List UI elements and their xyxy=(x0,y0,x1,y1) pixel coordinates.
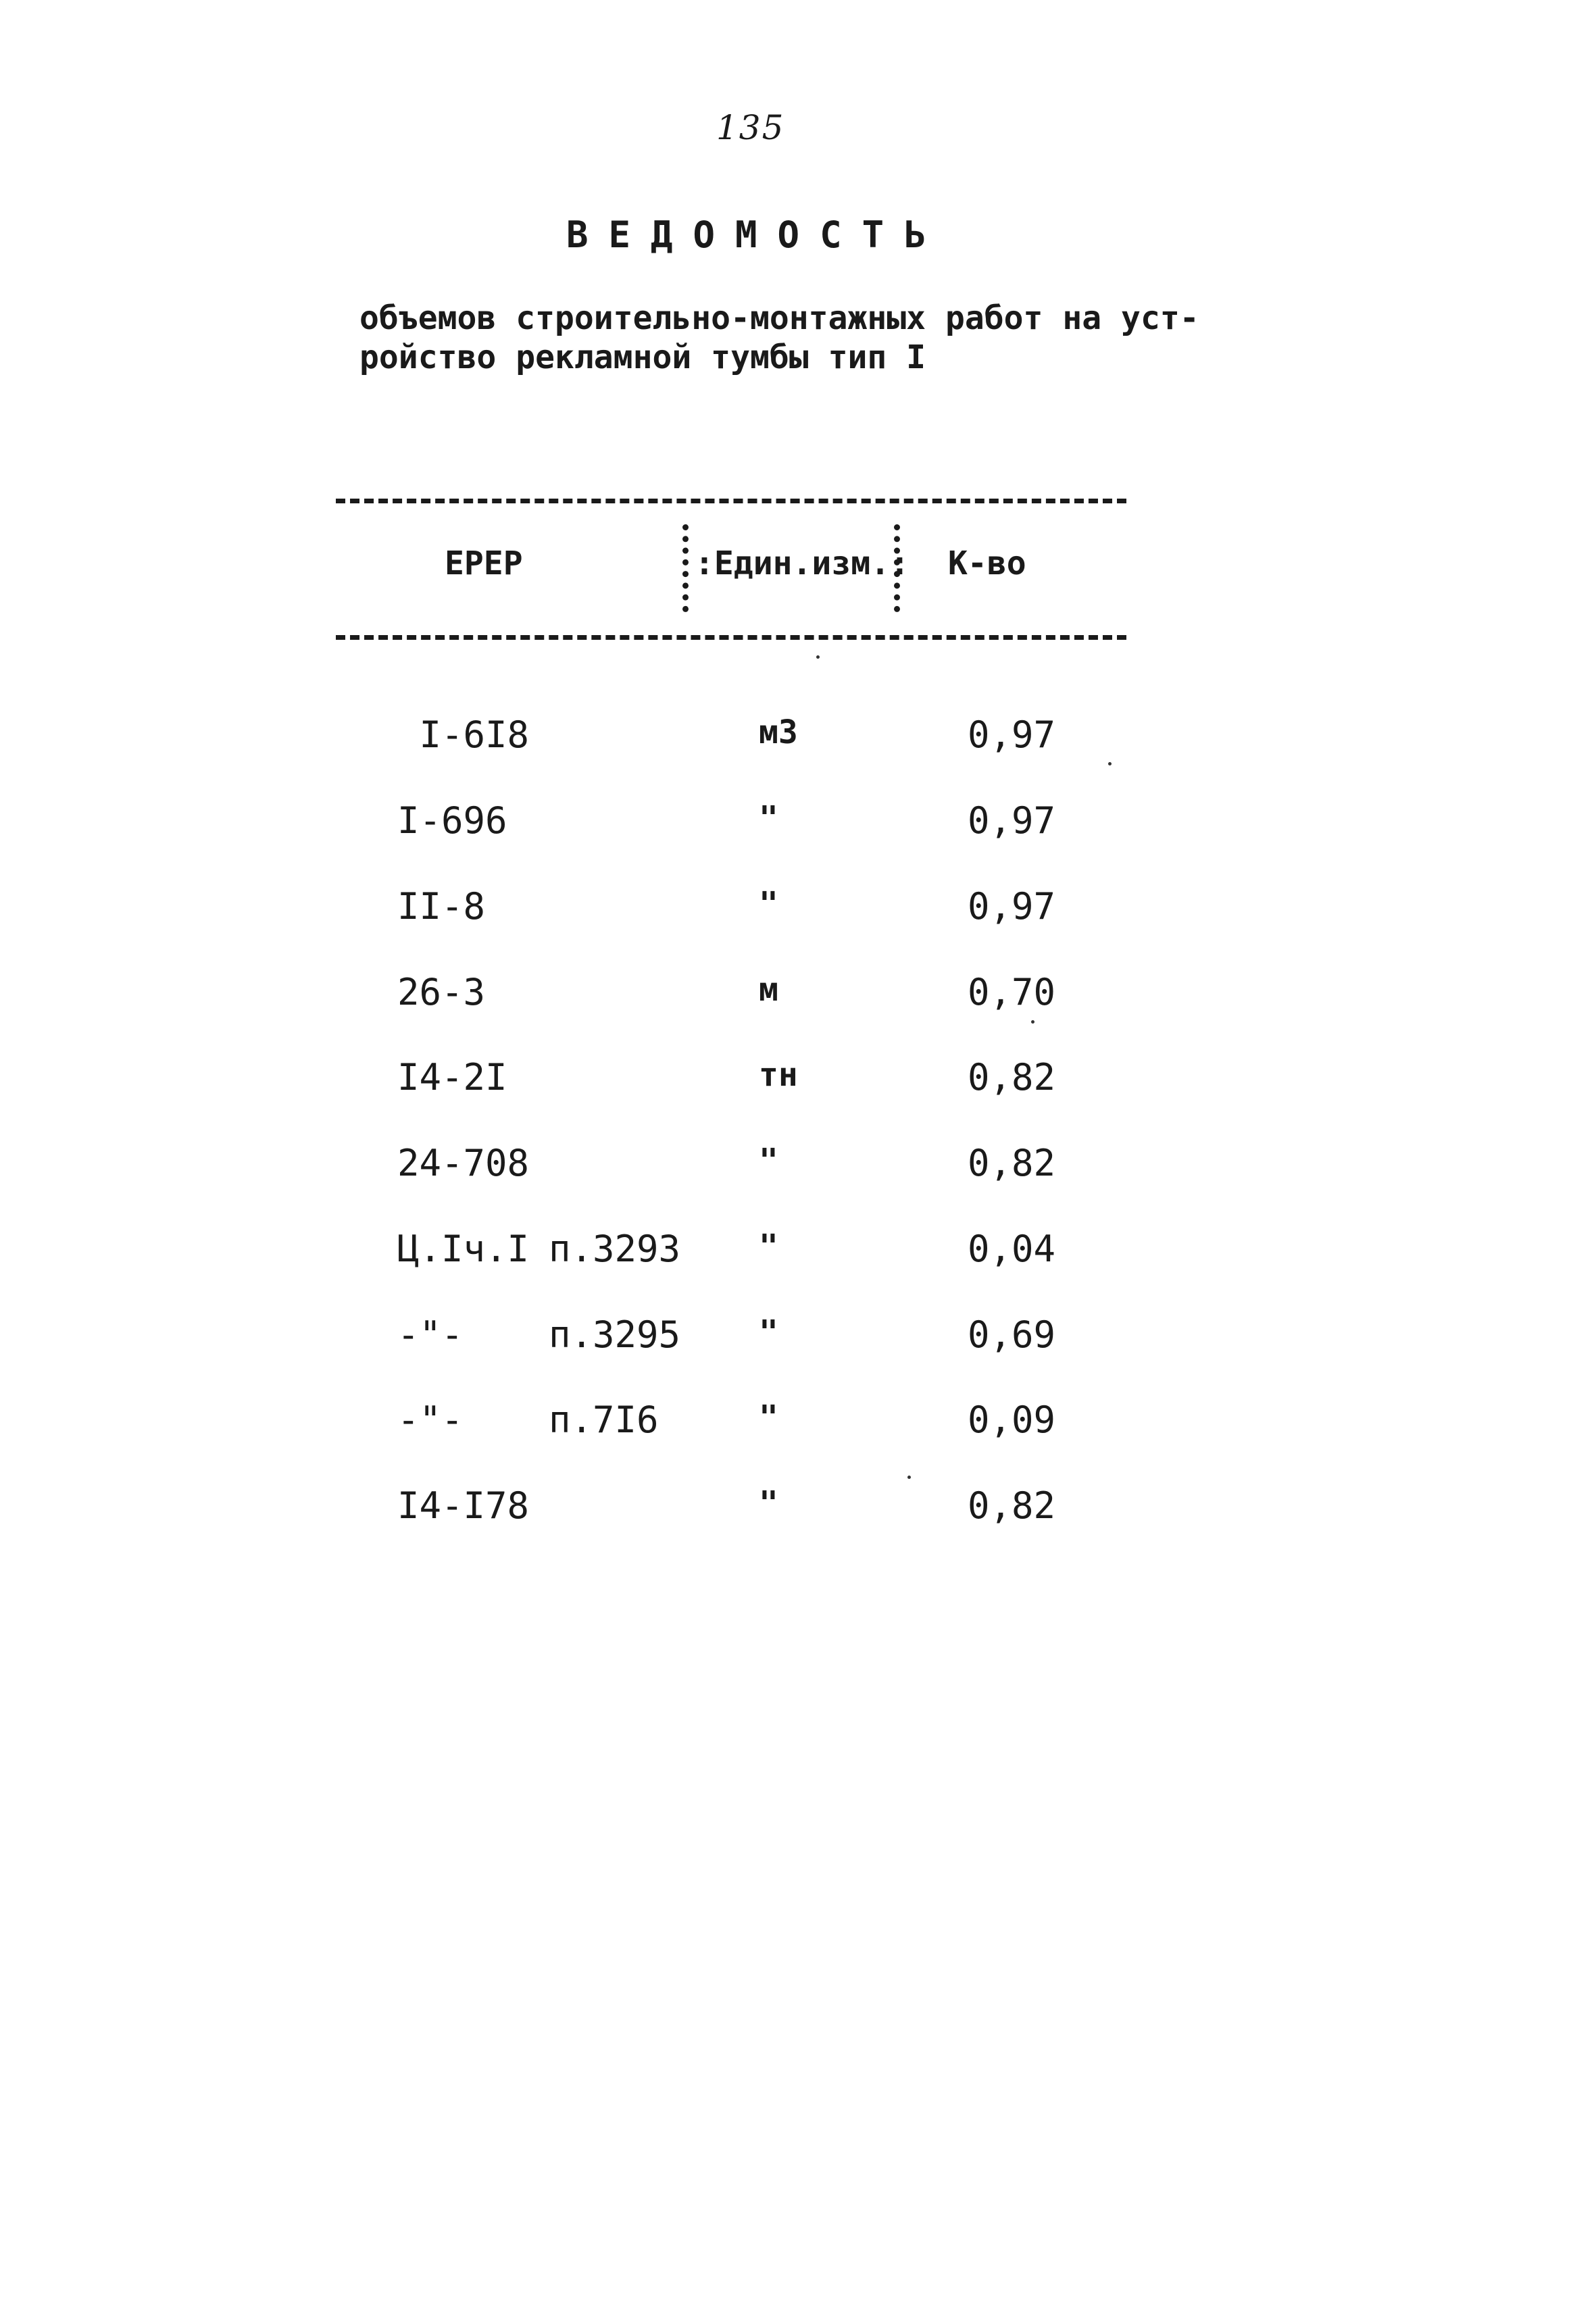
cell-reference: п.3293 xyxy=(549,1228,681,1270)
cell-unit: " xyxy=(759,1484,778,1522)
document-title: ВЕДОМОСТЬ xyxy=(566,213,947,256)
cell-code: Ц.Iч.I xyxy=(397,1228,530,1270)
table-row xyxy=(0,1484,1596,1538)
table-header-rule xyxy=(336,635,1126,640)
table-row xyxy=(0,713,1596,768)
subtitle-line-2: ройство рекламной тумбы тип I xyxy=(359,338,926,376)
table-row xyxy=(0,1056,1596,1110)
header-unit: :Един.изм.: xyxy=(695,545,909,582)
cell-quantity: 0,69 xyxy=(968,1313,1056,1356)
cell-unit: " xyxy=(759,1313,778,1351)
table-row xyxy=(0,1142,1596,1196)
cell-code: -"- xyxy=(397,1313,464,1356)
table-row xyxy=(0,971,1596,1025)
cell-unit: " xyxy=(759,1142,778,1180)
cell-quantity: 0,97 xyxy=(968,799,1056,842)
table-row xyxy=(0,885,1596,939)
cell-reference: п.7I6 xyxy=(549,1399,659,1441)
cell-unit: м xyxy=(759,971,778,1009)
cell-code: I-696 xyxy=(397,799,507,842)
page-number: 135 xyxy=(716,108,785,147)
cell-quantity: 0,82 xyxy=(968,1142,1056,1184)
cell-unit: " xyxy=(759,1399,778,1436)
cell-unit: тн xyxy=(759,1056,798,1094)
cell-quantity: 0,97 xyxy=(968,885,1056,928)
cell-code: I-6I8 xyxy=(397,713,530,756)
table-top-rule xyxy=(336,499,1126,503)
cell-quantity: 0,70 xyxy=(968,971,1056,1013)
subtitle-line-1: объемов строительно-монтажных работ на уст- xyxy=(359,299,1199,337)
cell-quantity: 0,09 xyxy=(968,1399,1056,1441)
cell-code: I4-I78 xyxy=(397,1484,530,1527)
scan-speck xyxy=(907,1476,911,1479)
cell-code: 26-3 xyxy=(397,971,486,1013)
table-row xyxy=(0,1313,1596,1367)
cell-code: II-8 xyxy=(397,885,486,928)
cell-code: I4-2I xyxy=(397,1056,507,1099)
cell-code: 24-708 xyxy=(397,1142,530,1184)
cell-unit: " xyxy=(759,1228,778,1265)
table-row xyxy=(0,1228,1596,1282)
cell-unit: " xyxy=(759,885,778,923)
cell-quantity: 0,04 xyxy=(968,1228,1056,1270)
document-subtitle xyxy=(359,299,1199,377)
header-code: ЕРЕР xyxy=(445,545,523,582)
header-quantity: К-во xyxy=(948,545,1026,582)
table-row xyxy=(0,1399,1596,1453)
cell-code: -"- xyxy=(397,1399,464,1441)
cell-quantity: 0,82 xyxy=(968,1484,1056,1527)
scan-speck xyxy=(1108,762,1112,765)
cell-unit: м3 xyxy=(759,713,798,751)
column-separator xyxy=(682,524,689,612)
cell-unit: " xyxy=(759,799,778,837)
cell-quantity: 0,82 xyxy=(968,1056,1056,1099)
cell-reference: п.3295 xyxy=(549,1313,681,1356)
cell-quantity: 0,97 xyxy=(968,713,1056,756)
scan-speck xyxy=(816,655,820,659)
scan-speck xyxy=(1031,1020,1034,1024)
table-row xyxy=(0,799,1596,853)
